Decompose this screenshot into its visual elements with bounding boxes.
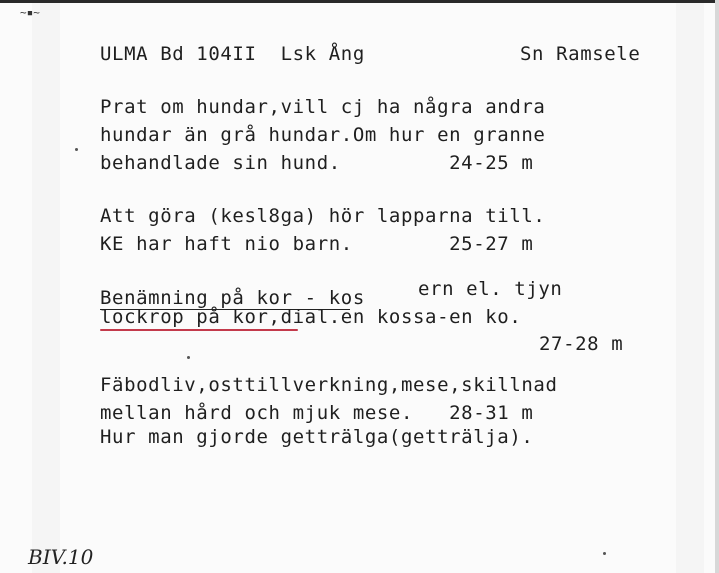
header-left: ULMA Bd 104II Lsk Ång	[100, 43, 365, 65]
entry-1-line-1: Prat om hundar,vill cj ha några andra	[100, 96, 546, 118]
tape-strip-right	[676, 3, 704, 573]
tape-strip-left	[32, 3, 60, 573]
entry-3-red-underline	[100, 329, 298, 331]
entry-1-line-3: behandlade sin hund. 24-25 m	[100, 152, 534, 174]
card-top-edge	[0, 0, 719, 3]
speck	[603, 552, 606, 555]
speck	[187, 356, 190, 359]
entry-4-line-1: Fäbodliv,osttillverkning,mese,skillnad	[100, 374, 558, 396]
header-right: Sn Ramsele	[520, 43, 641, 65]
corner-mark: ~▪~	[20, 6, 40, 19]
entry-3-superscript: ern el. tjyn	[418, 278, 563, 300]
card-right-edge	[715, 0, 719, 573]
entry-3-minutes: 27-28 m	[539, 333, 624, 355]
entry-3-line-2: lockrop på kor,dial.en kossa-en ko.	[100, 306, 522, 328]
entry-4-line-2: mellan hård och mjuk mese. 28-31 m	[100, 402, 534, 424]
entry-4-line-3: Hur man gjorde getträlga(getträlja).	[100, 426, 534, 448]
entry-2-line-2: KE har haft nio barn. 25-27 m	[100, 233, 534, 255]
entry-2-line-1: Att göra (kesl8ga) hör lapparna till.	[100, 205, 546, 227]
entry-1-line-2: hundar än grå hundar.Om hur en granne	[100, 124, 546, 146]
handwritten-note: BIV.10	[28, 545, 94, 569]
speck	[75, 148, 78, 151]
entry-3-line-1: Benämning på kor - kos	[100, 287, 365, 309]
